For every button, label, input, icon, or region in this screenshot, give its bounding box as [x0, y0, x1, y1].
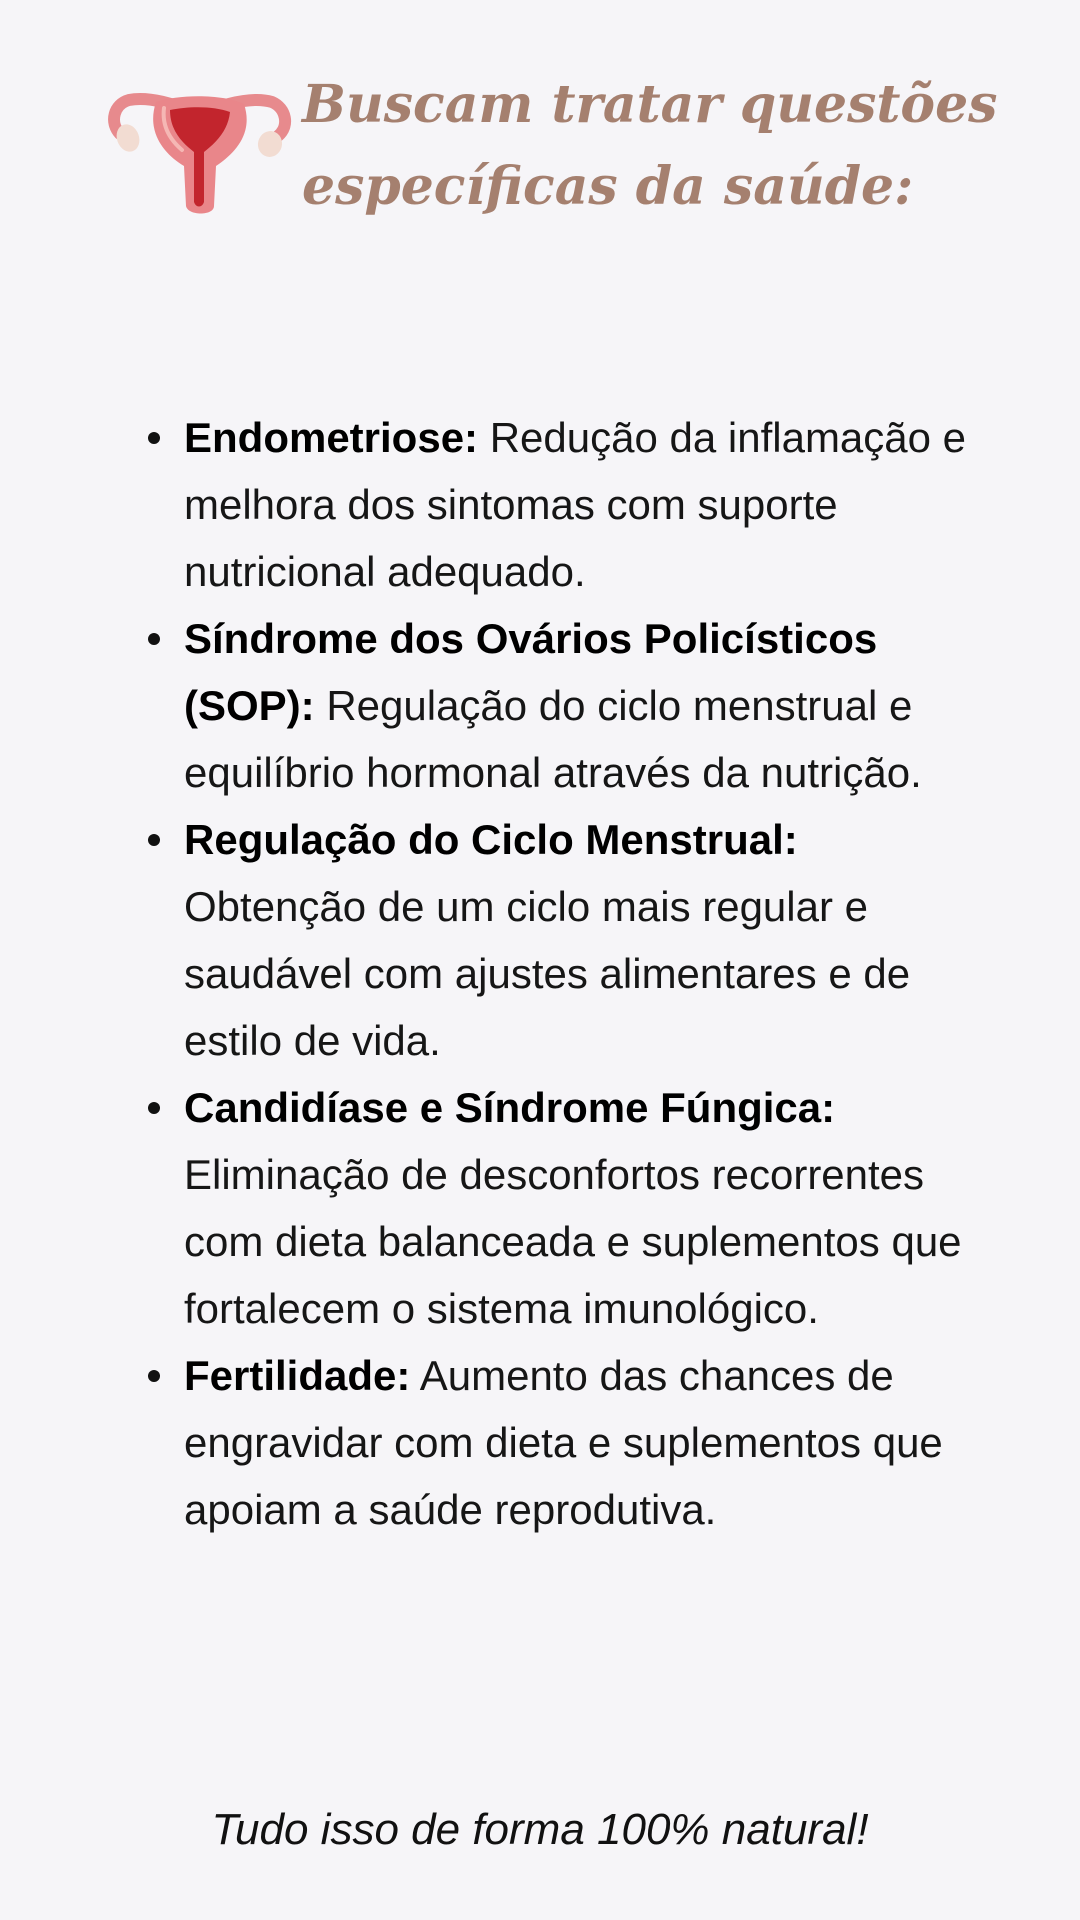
benefit-term: Candidíase e Síndrome Fúngica:	[184, 1084, 836, 1131]
bullet-icon	[148, 1370, 160, 1382]
benefit-term: Fertilidade:	[184, 1352, 411, 1399]
bullet-icon	[148, 1102, 160, 1114]
benefit-description: Eliminação de desconfortos recorrentes com dieta balanceada e suplementos que fortalecem o sistema imunológico.	[184, 1151, 962, 1332]
header	[104, 64, 1004, 224]
benefit-term: Endometriose:	[184, 414, 479, 461]
benefit-term: Regulação do Ciclo Menstrual:	[184, 816, 798, 863]
benefit-description: Regulação do ciclo menstrual e equilíbrio hormonal através da nutrição.	[184, 682, 922, 796]
benefit-term: Síndrome dos Ovários Policísticos (SOP):	[184, 615, 878, 729]
bullet-icon	[148, 834, 160, 846]
list-item-ciclo-menstrual	[136, 806, 976, 1074]
benefit-description: Redução da inflamação e melhora dos sintomas com suporte nutricional adequado.	[184, 414, 967, 595]
list-item-sop	[136, 605, 976, 806]
uterus-icon	[104, 74, 294, 224]
bullet-icon	[148, 432, 160, 444]
list-item-fertilidade	[136, 1342, 976, 1543]
list-item-candidiase	[136, 1074, 976, 1342]
footer-note: Tudo isso de forma 100% natural!	[211, 1805, 869, 1854]
page-title: Buscam tratar questões específicas da saúde:	[302, 74, 998, 217]
benefit-description: Obtenção de um ciclo mais regular e saudável com ajustes alimentares e de estilo de vida.	[184, 883, 911, 1064]
bullet-icon	[148, 633, 160, 645]
benefit-description: Aumento das chances de engravidar com dieta e suplementos que apoiam a saúde reprodutiva.	[184, 1352, 943, 1533]
benefit-list	[136, 404, 976, 1543]
list-item-endometriose	[136, 404, 976, 605]
